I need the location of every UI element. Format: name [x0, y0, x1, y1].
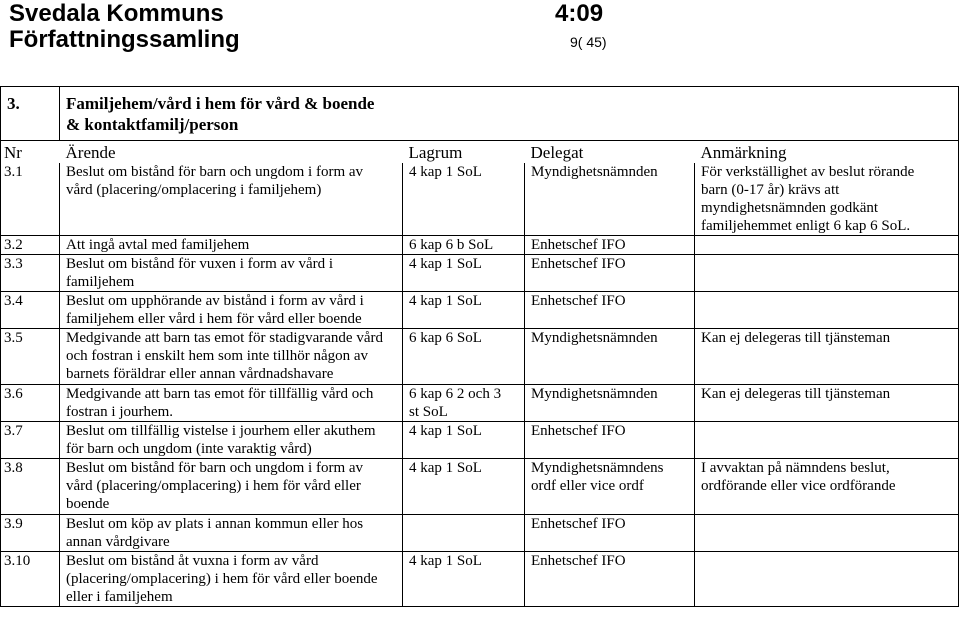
- anmarkning-line: Kan ej delegeras till tjänsteman: [701, 386, 891, 402]
- table-row: [1, 552, 959, 607]
- row-lagrum: [403, 255, 525, 292]
- arende-line: Beslut om bistånd för barn och ungdom i form av: [66, 164, 364, 180]
- anmarkning-line: I avvaktan på nämndens beslut,: [701, 460, 890, 476]
- anmarkning-line: Kan ej delegeras till tjänsteman: [701, 330, 891, 346]
- section-title-line: Familjehem/vård i hem för vård & boende: [66, 94, 375, 113]
- row-nr: 3.7: [1, 422, 60, 459]
- anmarkning-line: För verkställighet av beslut rörande: [701, 164, 915, 180]
- row-nr: 3.2: [1, 236, 60, 255]
- row-anmarkning: [695, 459, 959, 515]
- section-number: 3.: [1, 87, 60, 141]
- row-lagrum: [403, 459, 525, 515]
- row-nr: 3.5: [1, 329, 60, 385]
- row-delegat: [525, 163, 695, 236]
- row-lagrum: [403, 422, 525, 459]
- arende-line: barnets föräldrar eller annan vårdnadshavare: [66, 366, 334, 382]
- row-delegat: [525, 552, 695, 607]
- lagrum-line: 6 kap 6 SoL: [409, 330, 482, 346]
- page-number: 9( 45): [570, 34, 607, 50]
- row-arende: [60, 255, 403, 292]
- row-anmarkning: [695, 236, 959, 255]
- table-row: [1, 292, 959, 329]
- delegat-line: Myndighetsnämnden: [531, 164, 658, 180]
- lagrum-line: 6 kap 6 2 och 3: [409, 386, 502, 402]
- delegat-line: Enhetschef IFO: [531, 553, 626, 569]
- arende-line: eller i familjehem: [66, 589, 173, 605]
- arende-line: och fostran i enskilt hem som inte tillhör någon av: [66, 348, 369, 364]
- table-row: [1, 459, 959, 515]
- arende-line: Beslut om upphörande av bistånd i form av vård i: [66, 293, 364, 309]
- lagrum-line: 6 kap 6 b SoL: [409, 237, 494, 253]
- arende-line: Beslut om tillfällig vistelse i jourhem eller akuthem: [66, 423, 376, 439]
- anmarkning-line: familjehemmet enligt 6 kap 6 SoL.: [701, 218, 911, 234]
- table-row: [1, 329, 959, 385]
- row-lagrum: [403, 329, 525, 385]
- row-anmarkning: [695, 422, 959, 459]
- lagrum-line: 4 kap 1 SoL: [409, 460, 482, 476]
- delegat-line: Enhetschef IFO: [531, 237, 626, 253]
- row-arende: [60, 163, 403, 236]
- row-delegat: [525, 292, 695, 329]
- row-arende: [60, 292, 403, 329]
- row-arende: [60, 385, 403, 422]
- arende-line: Beslut om bistånd för barn och ungdom i form av: [66, 460, 364, 476]
- row-lagrum: [403, 292, 525, 329]
- col-header-lagrum: Lagrum: [403, 141, 525, 164]
- row-lagrum: [403, 163, 525, 236]
- anmarkning-line: myndighetsnämnden godkänt: [701, 200, 879, 216]
- row-lagrum: [403, 385, 525, 422]
- row-nr: 3.10: [1, 552, 60, 607]
- row-lagrum: [403, 515, 525, 552]
- row-anmarkning: [695, 329, 959, 385]
- row-arende: [60, 329, 403, 385]
- arende-line: familjehem: [66, 274, 135, 290]
- row-lagrum: [403, 552, 525, 607]
- table-row: [1, 163, 959, 236]
- row-nr: 3.9: [1, 515, 60, 552]
- row-anmarkning: [695, 255, 959, 292]
- row-anmarkning: [695, 385, 959, 422]
- org-name: Svedala Kommuns: [9, 0, 224, 27]
- anmarkning-line: ordförande eller vice ordförande: [701, 478, 896, 494]
- delegat-line: Enhetschef IFO: [531, 293, 626, 309]
- row-anmarkning: [695, 552, 959, 607]
- arende-line: (placering/omplacering) i hem för vård eller boende: [66, 571, 378, 587]
- arende-line: fostran i jourhem.: [66, 404, 174, 420]
- delegat-line: Enhetschef IFO: [531, 423, 626, 439]
- lagrum-line: 4 kap 1 SoL: [409, 423, 482, 439]
- delegat-line: Enhetschef IFO: [531, 256, 626, 272]
- table-row: [1, 255, 959, 292]
- section-title-line: & kontaktfamilj/person: [66, 115, 239, 134]
- arende-line: vård (placering/omplacering) i hem för vård eller: [66, 478, 361, 494]
- arende-line: Beslut om köp av plats i annan kommun eller hos: [66, 516, 364, 532]
- row-delegat: [525, 329, 695, 385]
- row-arende: [60, 236, 403, 255]
- col-header-nr: Nr: [1, 141, 60, 164]
- col-header-anmarkning: Anmärkning: [695, 141, 959, 164]
- lagrum-line: 4 kap 1 SoL: [409, 164, 482, 180]
- lagrum-line: 4 kap 1 SoL: [409, 553, 482, 569]
- row-arende: [60, 422, 403, 459]
- row-nr: 3.1: [1, 163, 60, 236]
- delegat-line: Myndighetsnämnden: [531, 386, 658, 402]
- delegat-line: ordf eller vice ordf: [531, 478, 644, 494]
- row-arende: [60, 515, 403, 552]
- delegat-line: Myndighetsnämnden: [531, 330, 658, 346]
- arende-line: Beslut om bistånd för vuxen i form av vård i: [66, 256, 334, 272]
- doc-title: Författningssamling: [9, 26, 240, 53]
- row-nr: 3.6: [1, 385, 60, 422]
- row-delegat: [525, 459, 695, 515]
- table-row: [1, 385, 959, 422]
- column-header-row: [1, 141, 959, 164]
- table-row: [1, 236, 959, 255]
- row-delegat: [525, 515, 695, 552]
- row-arende: [60, 552, 403, 607]
- lagrum-line: 4 kap 1 SoL: [409, 256, 482, 272]
- col-header-delegat: Delegat: [525, 141, 695, 164]
- row-anmarkning: [695, 515, 959, 552]
- table-row: [1, 422, 959, 459]
- arende-line: familjehem eller vård i hem för vård eller boende: [66, 311, 362, 327]
- arende-line: Medgivande att barn tas emot för stadigvarande vård: [66, 330, 383, 346]
- row-nr: 3.8: [1, 459, 60, 515]
- delegation-table: [0, 86, 959, 607]
- lagrum-line: st SoL: [409, 404, 448, 420]
- table-row: [1, 515, 959, 552]
- row-anmarkning: [695, 292, 959, 329]
- header-time: 4:09: [555, 0, 604, 27]
- row-nr: 3.3: [1, 255, 60, 292]
- lagrum-line: 4 kap 1 SoL: [409, 293, 482, 309]
- arende-line: Beslut om bistånd åt vuxna i form av vård: [66, 553, 319, 569]
- row-delegat: [525, 422, 695, 459]
- row-delegat: [525, 385, 695, 422]
- section-title: [60, 87, 525, 141]
- row-arende: [60, 459, 403, 515]
- delegat-line: Enhetschef IFO: [531, 516, 626, 532]
- row-anmarkning: [695, 163, 959, 236]
- arende-line: för barn och ungdom (inte varaktig vård): [66, 441, 312, 457]
- delegat-line: Myndighetsnämndens: [531, 460, 664, 476]
- arende-line: annan vårdgivare: [66, 534, 170, 550]
- arende-line: boende: [66, 496, 110, 512]
- row-delegat: [525, 255, 695, 292]
- row-nr: 3.4: [1, 292, 60, 329]
- section-header-row: [1, 87, 959, 141]
- col-header-arende: Ärende: [60, 141, 403, 164]
- arende-line: Medgivande att barn tas emot för tillfällig vård och: [66, 386, 374, 402]
- anmarkning-line: barn (0-17 år) krävs att: [701, 182, 840, 198]
- arende-line: vård (placering/omplacering i familjehem): [66, 182, 322, 198]
- arende-line: Att ingå avtal med familjehem: [66, 237, 250, 253]
- row-lagrum: [403, 236, 525, 255]
- row-delegat: [525, 236, 695, 255]
